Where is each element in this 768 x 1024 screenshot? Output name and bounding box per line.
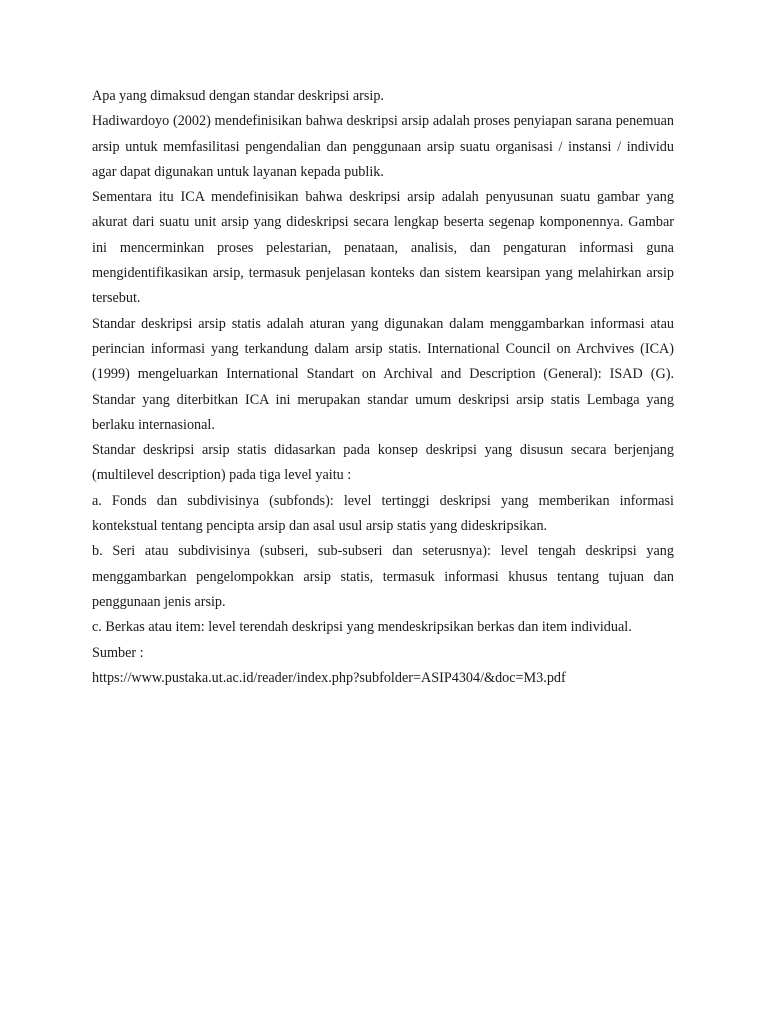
source-label: Sumber : bbox=[92, 644, 144, 661]
document-heading: Apa yang dimaksud dengan standar deskripsi arsip. bbox=[92, 88, 384, 104]
paragraph-ica-definition: Sementara itu ICA mendefinisikan bahwa deskripsi arsip adalah penyusunan suatu gambar yang akurat dari suatu unit arsip yang dideskripsi secara lengkap beserta segenap komponennya. Gambar ini mencerminkan proses pelestarian, penataan, analisis, dan pengaturan informasi guna mengidentifikasikan arsip, termasuk penjelasan konteks dan sistem kearsipan yang melahirkan arsip tersebut. bbox=[92, 189, 674, 307]
source-url: https://www.pustaka.ut.ac.id/reader/index.php?subfolder=ASIP4304/&doc=M3.pdf bbox=[92, 669, 566, 686]
paragraph-standard-description: Standar deskripsi arsip statis adalah aturan yang digunakan dalam menggambarkan informasi atau perincian informasi yang terkandung dalam arsip statis. International Council on Archvives (ICA) (1999) mengeluarkan International Standart on Archival and Description (General): ISAD (G). Standar yang diterbitkan ICA ini merupakan standar umum deskripsi arsip statis Lembaga yang berlaku internasional. bbox=[92, 315, 674, 433]
level-item-seri: b. Seri atau subdivisinya (subseri, sub-subseri dan seterusnya): level tengah deskripsi yang menggambarkan pengelompokkan arsip statis, termasuk informasi khusus tentang tujuan dan penggunaan jenis arsip. bbox=[92, 543, 674, 610]
paragraph-hadiwardoyo-definition: Hadiwardoyo (2002) mendefinisikan bahwa deskripsi arsip adalah proses penyiapan sarana penemuan arsip untuk memfasilitasi pengendalian dan penggunaan arsip suatu organisasi / instansi / individu agar dapat digunakan untuk layanan kepada publik. bbox=[92, 113, 674, 180]
level-item-fonds: a. Fonds dan subdivisinya (subfonds): level tertinggi deskripsi yang memberikan informasi kontekstual tentang pencipta arsip dan asal usul arsip statis yang dideskripsikan. bbox=[92, 492, 674, 535]
document-body bbox=[92, 84, 674, 691]
paragraph-multilevel-description: Standar deskripsi arsip statis didasarkan pada konsep deskripsi yang disusun secara berjenjang (multilevel description) pada tiga level yaitu : bbox=[92, 442, 674, 484]
level-item-berkas: c. Berkas atau item: level terendah deskripsi yang mendeskripsikan berkas dan item individual. bbox=[92, 619, 632, 636]
